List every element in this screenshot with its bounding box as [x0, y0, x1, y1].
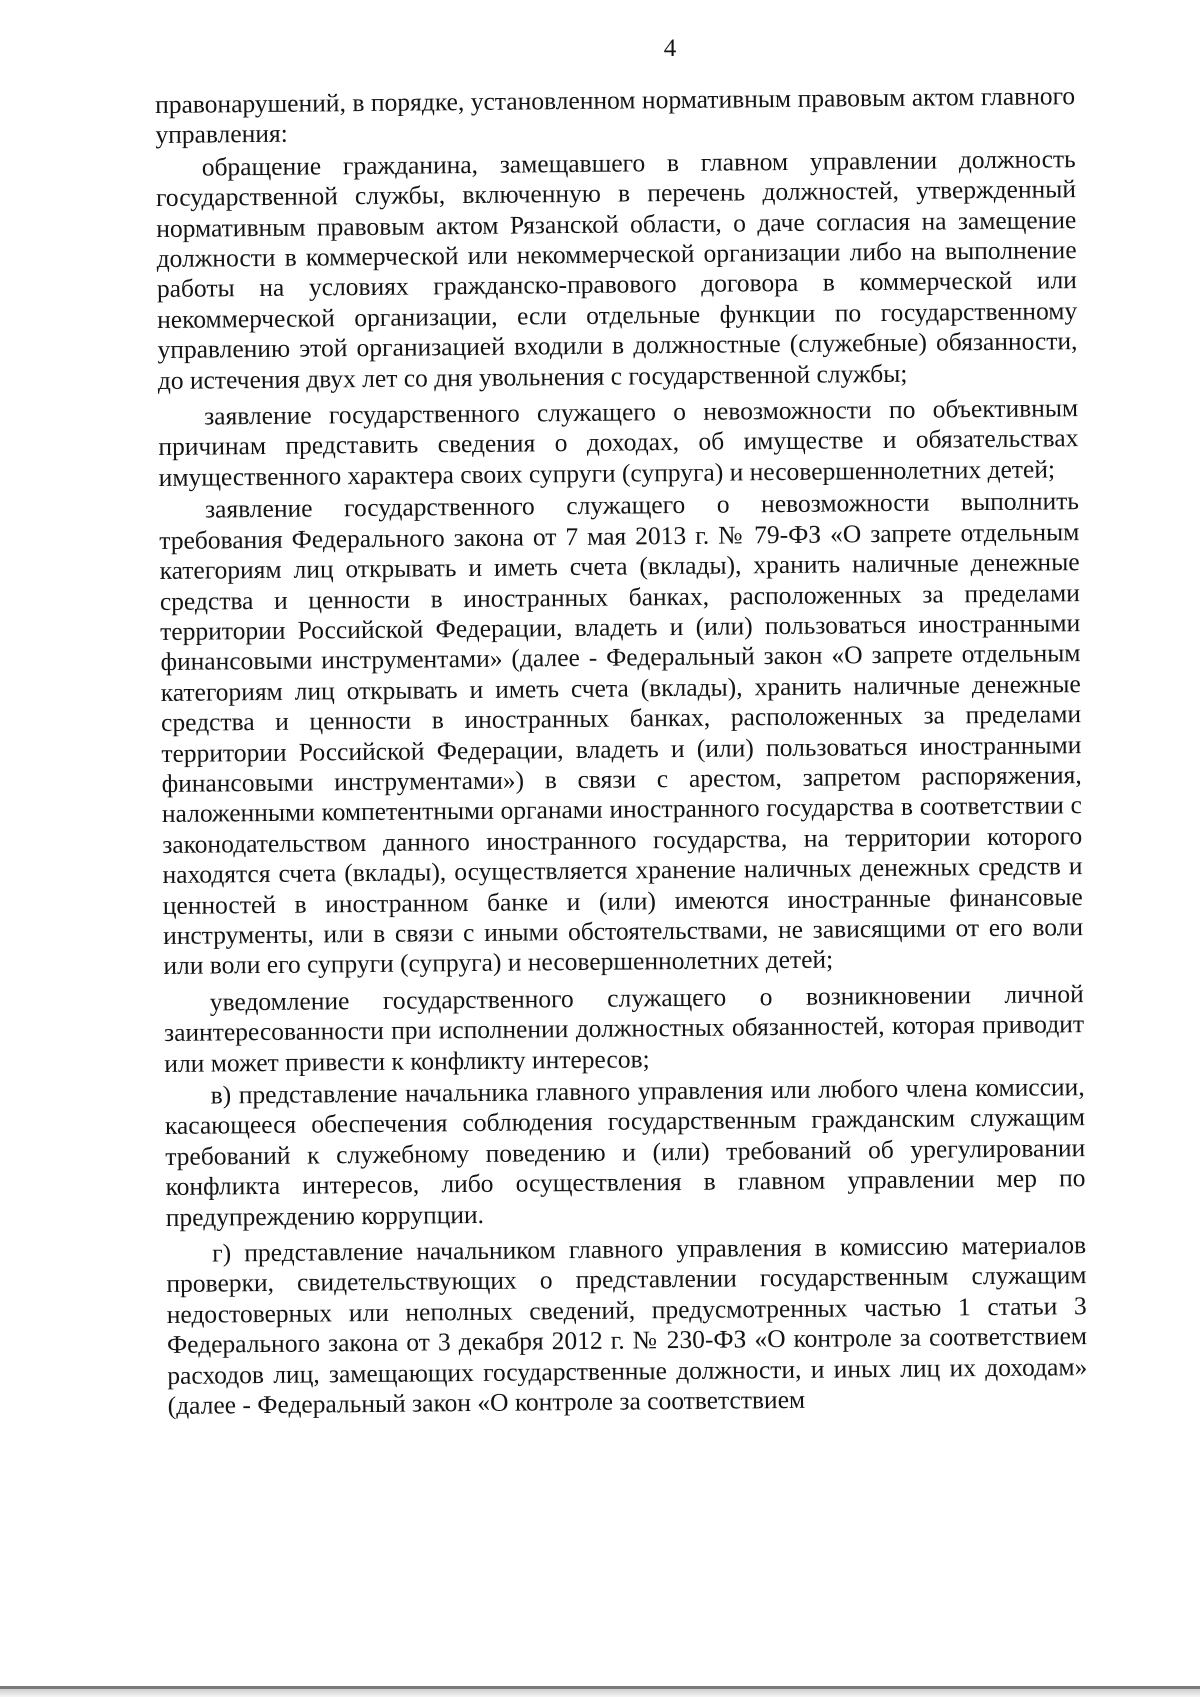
paragraph-conflict-of-interest-notice: уведомление государственного служащего о возникновении личной заинтересованности при исполнении должностных обязанностей, которая приводит или может привести к конфликту интересов; — [163, 978, 1085, 1078]
paragraph-citizen-appeal: обращение гражданина, замещавшего в главном управлении должность государственной службы, включенную в перечень должностей, утвержденный нормативным правовым актом Рязанской области, о даче согласия на замещение должности в коммерческой или некоммерческой организации либо на выполнение работы на условиях гражданско-правового договора в коммерческой или некоммерческой организации, если отдельные функции по государственному управлению этой организацией входили в должностные (служебные) обязанности, до истечения двух лет со дня увольнения с государственной службы; — [155, 143, 1078, 395]
scan-bottom-shadow — [0, 1689, 1200, 1697]
paragraph-continuation: правонарушений, в порядке, установленном нормативным правовым актом главного управления: — [155, 81, 1076, 150]
page-number: 4 — [663, 35, 677, 62]
paragraph-item-g: г) представление начальником главного управления в комиссию материалов проверки, свидетельствующих о представлении государственным служащим недостоверных или неполных сведений, предусмотренных частью 1 статьи 3 Федерального закона от 3 декабря 2012 г. № 230-ФЗ «О контроле за соответствием расходов лиц, замещающих государственные должности, и иных лиц их доходам» (далее - Федеральный закон «О контроле за соответствием — [166, 1230, 1088, 1421]
paragraph-item-v: в) представление начальника главного управления или любого члена комиссии, касающееся обеспечения соблюдения государственным гражданским служащим требований к служебному поведению и (или) требований об урегулировании конфликта интересов, либо осуществления в главном управлении мер по предупреждению коррупции. — [164, 1072, 1086, 1232]
document-body — [155, 81, 1088, 1423]
paragraph-foreign-accounts-application: заявление государственного служащего о невозможности выполнить требования Федерального закона от 7 мая 2013 г. № 79-ФЗ «О запрете отдельным категориям лиц открывать и иметь счета (вклады), хранить наличные денежные средства и ценности в иностранных банках, расположенных за пределами территории Российской Федерации, владеть и (или) пользоваться иностранными финансовыми инструментами» (далее - Федеральный закон «О запрете отдельным категориям лиц открывать и иметь счета (вклады), хранить наличные денежные средства и ценности в иностранных банках, расположенных за пределами территории Российской Федерации, владеть и (или) пользоваться иностранными финансовыми инструментами») в связи с арестом, запретом распоряжения, наложенными компетентными органами иностранного государства в соответствии с законодательством данного иностранного государства, на территории которого находятся счета (вклады), осуществляется хранение наличных денежных средств и ценностей в иностранном банке и (или) имеются иностранные финансовые инструменты, или в связи с иными обстоятельствами, не зависящими от его воли или воли его супруги (супруга) и несовершеннолетних детей; — [159, 486, 1084, 981]
paragraph-income-statement-application: заявление государственного служащего о невозможности по объективным причинам представить сведения о доходах, об имуществе и обязательствах имущественного характера своих супруги (супруга) и несовершеннолетних детей; — [158, 393, 1079, 492]
